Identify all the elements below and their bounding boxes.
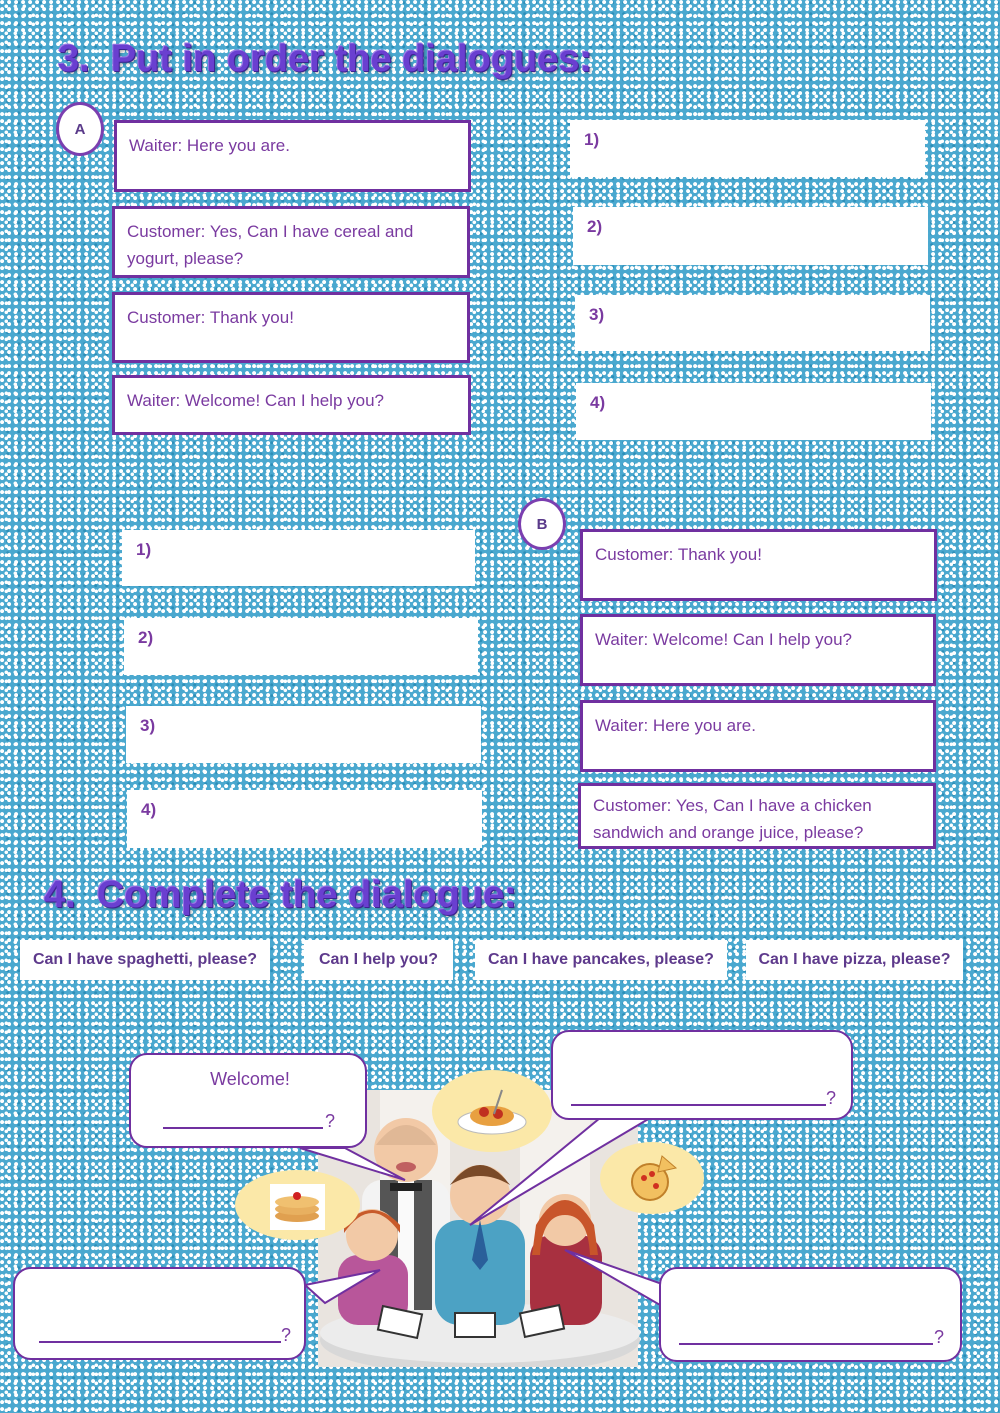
answer-blank[interactable] — [571, 1104, 826, 1106]
pancakes-icon — [235, 1170, 360, 1240]
dialogue-b-answer-slot[interactable]: 2) — [124, 618, 478, 675]
answer-blank[interactable] — [679, 1343, 933, 1345]
dialogue-b-item[interactable]: Customer: Yes, Can I have a chicken sandwich and orange juice, please? — [578, 783, 936, 849]
question-mark: ? — [281, 1325, 292, 1345]
woman-speech-bubble — [659, 1267, 962, 1362]
dialogue-a-answer-slot[interactable]: 2) — [573, 207, 928, 265]
question-mark: ? — [325, 1111, 336, 1131]
dialogue-b-answer-slot[interactable]: 1) — [122, 530, 475, 586]
word-bank-chip[interactable]: Can I help you? — [304, 940, 453, 980]
pizza-thought-cloud — [600, 1142, 704, 1214]
dialogue-a-answer-slot[interactable]: 4) — [576, 383, 931, 440]
dialogue-b-answer-slot[interactable]: 3) — [126, 706, 481, 763]
waiter-greeting: Welcome! — [210, 1069, 290, 1089]
word-bank-chip[interactable]: Can I have pizza, please? — [746, 940, 963, 980]
answer-blank[interactable] — [39, 1341, 281, 1343]
girl-speech-bubble — [13, 1267, 306, 1360]
section-4-heading: 4. Complete the dialogue: — [44, 874, 517, 916]
dialogue-b-item[interactable]: Waiter: Welcome! Can I help you? — [580, 614, 936, 686]
question-mark: ? — [934, 1327, 945, 1347]
dialogue-b-item[interactable]: Waiter: Here you are. — [580, 700, 936, 772]
section-3-heading: 3. Put in order the dialogues: — [58, 38, 593, 80]
pancakes-thought-cloud — [235, 1170, 360, 1240]
word-bank-chip[interactable]: Can I have spaghetti, please? — [20, 940, 270, 980]
dialogue-a-answer-slot[interactable]: 3) — [575, 295, 930, 351]
answer-blank[interactable] — [163, 1127, 323, 1129]
dialogue-a-label: A — [56, 102, 104, 156]
dialogue-b-item[interactable]: Customer: Thank you! — [580, 529, 937, 601]
dialogue-a-item[interactable]: Waiter: Here you are. — [114, 120, 471, 192]
dialogue-a-item[interactable]: Waiter: Welcome! Can I help you? — [112, 375, 471, 435]
dialogue-b-label: B — [518, 498, 566, 550]
man-speech-bubble — [551, 1030, 853, 1120]
dialogue-a-item[interactable]: Customer: Thank you! — [112, 292, 470, 363]
question-mark: ? — [826, 1088, 837, 1108]
spaghetti-icon — [432, 1070, 552, 1152]
dialogue-a-answer-slot[interactable]: 1) — [570, 120, 925, 177]
pizza-icon — [600, 1142, 704, 1214]
dialogue-b-answer-slot[interactable]: 4) — [127, 790, 482, 848]
waiter-speech-bubble — [129, 1053, 367, 1148]
word-bank-chip[interactable]: Can I have pancakes, please? — [475, 940, 727, 980]
spaghetti-thought-cloud — [432, 1070, 552, 1152]
dialogue-a-item[interactable]: Customer: Yes, Can I have cereal and yogurt, please? — [112, 206, 470, 278]
